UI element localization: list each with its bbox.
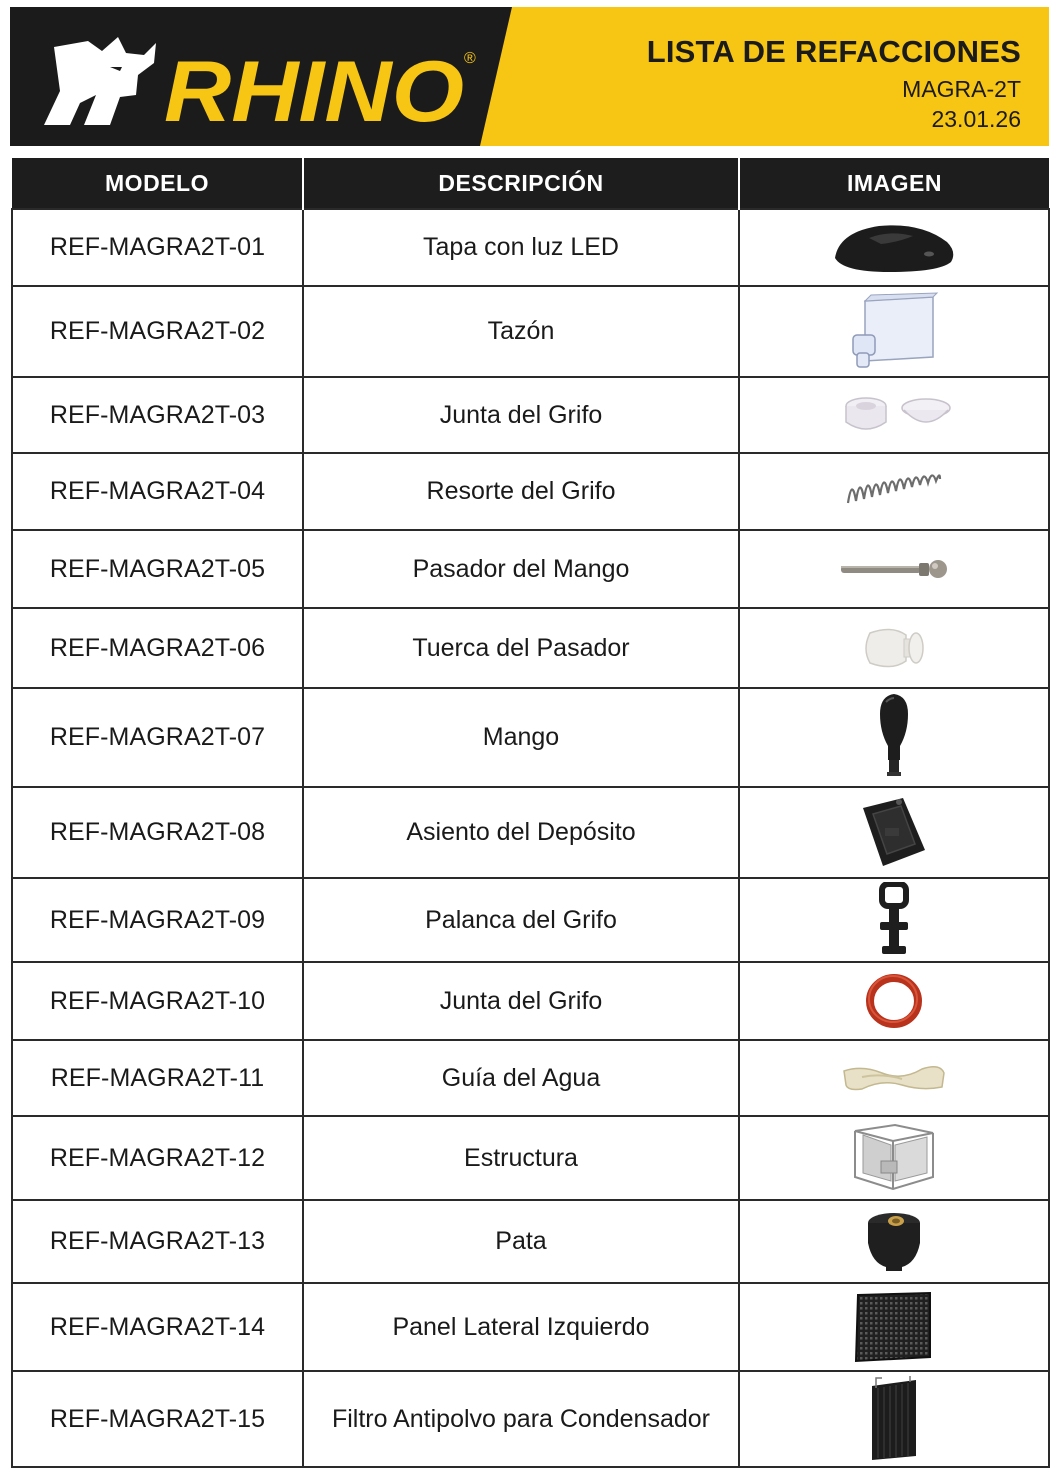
water-guide-image (842, 1061, 946, 1095)
table-row (12, 377, 1049, 453)
column-header-imagen: IMAGEN (739, 158, 1049, 209)
image-cell (739, 787, 1049, 878)
description-cell: Tazón (303, 286, 739, 377)
model-cell: REF-MAGRA2T-04 (12, 453, 303, 530)
image-cell (739, 1283, 1049, 1371)
table-row (12, 1116, 1049, 1200)
image-cell (739, 1040, 1049, 1116)
frame-image (851, 1121, 937, 1195)
description-cell: Tapa con luz LED (303, 209, 739, 286)
description-cell: Asiento del Depósito (303, 787, 739, 878)
model-cell: REF-MAGRA2T-07 (12, 688, 303, 787)
black-handle-image (874, 692, 914, 784)
model-cell: REF-MAGRA2T-12 (12, 1116, 303, 1200)
image-cell (739, 377, 1049, 453)
column-header-modelo: MODELO (12, 158, 303, 209)
model-cell: REF-MAGRA2T-08 (12, 787, 303, 878)
description-cell: Guía del Agua (303, 1040, 739, 1116)
model-cell: REF-MAGRA2T-15 (12, 1371, 303, 1467)
description-cell: Junta del Grifo (303, 377, 739, 453)
image-cell (739, 962, 1049, 1040)
model-cell: REF-MAGRA2T-14 (12, 1283, 303, 1371)
image-cell (739, 878, 1049, 962)
description-cell: Tuerca del Pasador (303, 608, 739, 688)
document-header (10, 7, 1049, 146)
table-row (12, 878, 1049, 962)
model-cell: REF-MAGRA2T-06 (12, 608, 303, 688)
image-cell (739, 1116, 1049, 1200)
description-cell: Palanca del Grifo (303, 878, 739, 962)
rhino-logo (40, 33, 490, 129)
model-cell: REF-MAGRA2T-13 (12, 1200, 303, 1283)
table-row (12, 286, 1049, 377)
document-date: 23.01.26 (931, 106, 1021, 132)
model-cell: REF-MAGRA2T-11 (12, 1040, 303, 1116)
document-model: MAGRA-2T (902, 76, 1021, 102)
image-cell (739, 453, 1049, 530)
description-cell: Junta del Grifo (303, 962, 739, 1040)
dust-filter-image (866, 1376, 922, 1462)
parts-table (11, 158, 1050, 1468)
white-nut-image (862, 625, 926, 671)
rhino-head-icon (44, 37, 156, 125)
brand-wordmark: RHINO (164, 44, 464, 129)
table-header (12, 158, 1049, 209)
registered-mark: ® (464, 50, 476, 67)
model-cell: REF-MAGRA2T-01 (12, 209, 303, 286)
model-cell: REF-MAGRA2T-09 (12, 878, 303, 962)
model-cell: REF-MAGRA2T-02 (12, 286, 303, 377)
image-cell (739, 688, 1049, 787)
tank-seat-image (859, 794, 929, 872)
description-cell: Pasador del Mango (303, 530, 739, 608)
table-row (12, 787, 1049, 878)
image-cell (739, 530, 1049, 608)
side-panel-image (854, 1291, 934, 1363)
table-row (12, 453, 1049, 530)
description-cell: Filtro Antipolvo para Condensador (303, 1371, 739, 1467)
description-cell: Estructura (303, 1116, 739, 1200)
tap-lever-image (874, 882, 914, 958)
table-header-row (12, 158, 1049, 209)
description-cell: Mango (303, 688, 739, 787)
table-row (12, 1283, 1049, 1371)
table-row (12, 209, 1049, 286)
image-cell (739, 608, 1049, 688)
table-row (12, 1040, 1049, 1116)
model-cell: REF-MAGRA2T-05 (12, 530, 303, 608)
tap-gaskets-image (834, 392, 954, 438)
spring-image (844, 467, 944, 517)
document-title: LISTA DE REFACCIONES (646, 34, 1021, 69)
table-row (12, 688, 1049, 787)
image-cell (739, 209, 1049, 286)
table-row (12, 608, 1049, 688)
description-cell: Panel Lateral Izquierdo (303, 1283, 739, 1371)
table-row (12, 1200, 1049, 1283)
foot-image (864, 1209, 924, 1275)
pin-image (839, 556, 949, 582)
model-cell: REF-MAGRA2T-03 (12, 377, 303, 453)
image-cell (739, 286, 1049, 377)
table-row (12, 530, 1049, 608)
black-lid-image (829, 218, 959, 278)
description-cell: Resorte del Grifo (303, 453, 739, 530)
table-row (12, 1371, 1049, 1467)
model-cell: REF-MAGRA2T-10 (12, 962, 303, 1040)
red-o-ring-image (864, 972, 924, 1030)
description-cell: Pata (303, 1200, 739, 1283)
image-cell (739, 1200, 1049, 1283)
column-header-descripcion: DESCRIPCIÓN (303, 158, 739, 209)
image-cell (739, 1371, 1049, 1467)
clear-bowl-image (849, 291, 939, 373)
table-row (12, 962, 1049, 1040)
